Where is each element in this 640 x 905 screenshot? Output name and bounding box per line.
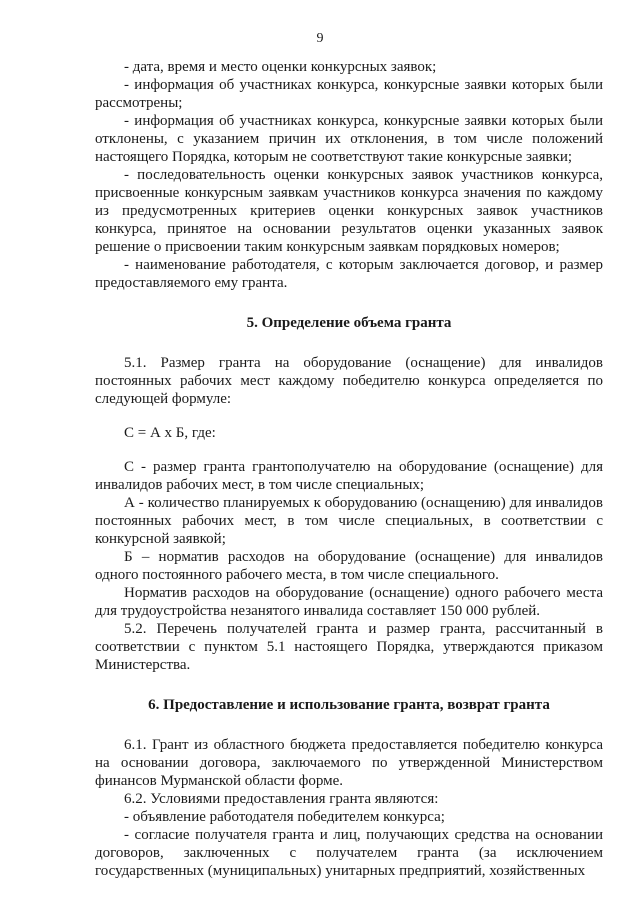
paragraph-5-2: 5.2. Перечень получателей гранта и размер гранта, рассчитанный в соответствии с пунктом 5.1 настоящего Порядка, утверждаются приказом Министерства.: [95, 621, 603, 673]
paragraph-6-2: 6.2. Условиями предоставления гранта являются:: [124, 791, 439, 807]
list-item: - последовательность оценки конкурсных заявок участников конкурса, присвоенные конкурсным заявкам участников конкурса значения по каждому из предусмотренных критериев оценки конкурсных заявок участников конкурса, принятое на основании результатов оценки указанных заявок решение о присвоении таким конкурсным заявкам порядковых номеров;: [95, 167, 603, 255]
definition-a: А - количество планируемых к оборудованию (оснащению) для инвалидов постоянных рабочих мест, в том числе специальных, в соответствии с конкурсной заявкой;: [95, 495, 603, 547]
list-item: - информация об участниках конкурса, конкурсные заявки которых были отклонены, с указанием причин их отклонения, в том числе положений настоящего Порядка, которым не соответствуют такие конкурсные заявки;: [95, 113, 603, 165]
definition-c: С - размер гранта грантополучателю на оборудование (оснащение) для инвалидов рабочих мест, в том числе специальных;: [95, 459, 603, 493]
list-item: - согласие получателя гранта и лиц, получающих средства на основании договоров, заключенных с получателем гранта (за исключением государственных (муниципальных) унитарных предприятий, хозяйственных: [95, 827, 603, 879]
list-item: - дата, время и место оценки конкурсных заявок;: [124, 59, 437, 75]
definition-b: Б – норматив расходов на оборудование (оснащение) для инвалидов одного постоянного рабочего места, в том числе специального.: [95, 549, 603, 583]
paragraph-5-1: 5.1. Размер гранта на оборудование (оснащение) для инвалидов постоянных рабочих мест каждому победителю конкурса определяется по следующей формуле:: [95, 355, 603, 407]
norm-paragraph: Норматив расходов на оборудование (оснащение) одного рабочего места для трудоустройства незанятого инвалида составляет 150 000 рублей.: [95, 585, 603, 619]
list-item: - наименование работодателя, с которым заключается договор, и размер предоставляемого ему гранта.: [95, 257, 603, 291]
section-5-heading: 5. Определение объема гранта: [246, 315, 452, 331]
document-body: [95, 58, 603, 880]
formula: С = А х Б, где:: [124, 425, 216, 441]
list-item: - объявление работодателя победителем конкурса;: [124, 809, 445, 825]
paragraph-6-1: 6.1. Грант из областного бюджета предоставляется победителю конкурса на основании договора, заключаемого по утвержденной Министерством финансов Мурманской области форме.: [95, 737, 603, 789]
section-6-heading: 6. Предоставление и использование гранта, возврат гранта: [148, 697, 550, 713]
page-number: 9: [316, 31, 324, 46]
list-item: - информация об участниках конкурса, конкурсные заявки которых были рассмотрены;: [95, 77, 603, 111]
